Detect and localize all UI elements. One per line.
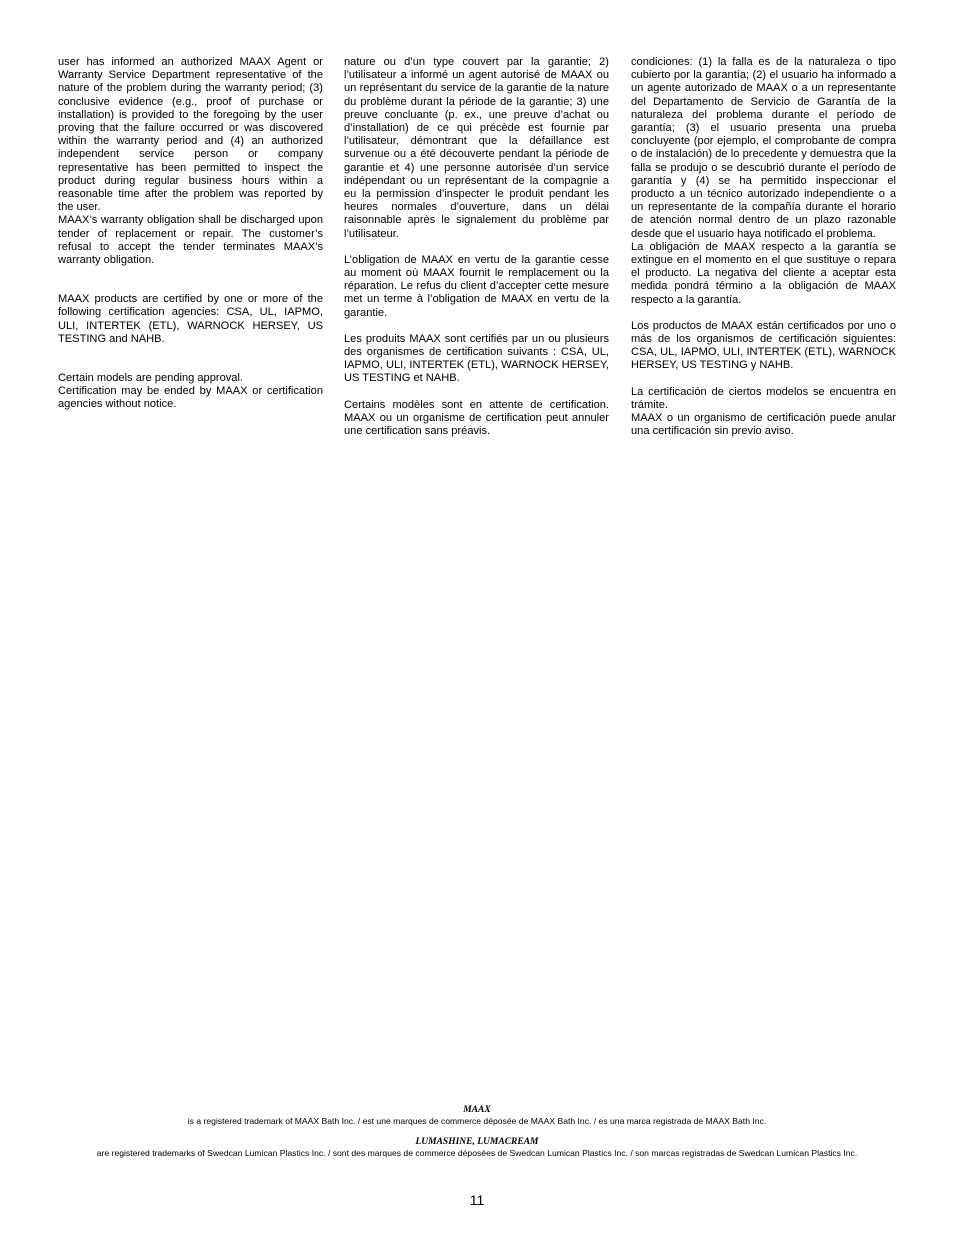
en-warranty-obligation: MAAX’s warranty obligation shall be discharged upon tender of replacement or repair. The customer’s refusal to accept the tender terminates MAAX’s warranty obligation. [58,214,323,267]
en-warranty-conditions: user has informed an authorized MAAX Agent or Warranty Service Department representative of the nature of the problem during the warranty period; (3) conclusive evidence (e.g., proof of purchase or installation) is provided to the foregoing by the user proving that the failure occurred or was discovered within the warranty period and (4) an authorized independent service person or company representative has been permitted to inspect the product during regular business hours within a reasonable time after the problem was reported by the user. [58,56,323,214]
column-english [58,56,323,412]
es-pending-certification: La certificación de ciertos modelos se encuentra en trámite. [631,385,896,411]
fr-certification-agencies: Les produits MAAX sont certifiés par un ou plusieurs des organismes de certification suivants : CSA, UL, IAPMO, ULI, INTERTEK (ETL), WARNOCK HERSEY, US TESTING et NAHB. [344,332,609,385]
page-number: 11 [469,1192,485,1208]
en-certification-ended: Certification may be ended by MAAX or certification agencies without notice. [58,385,323,411]
fr-warranty-obligation: L’obligation de MAAX en vertu de la garantie cesse au moment où MAAX fournit le remplacement ou la réparation. Le refus du client d’accepter cette mesure met un terme à l’obligation de MAAX en vertu de la garantie. [344,253,609,319]
trademark-maax-text: is a registered trademark of MAAX Bath Inc. / est une marques de commerce déposée de MAAX Bath Inc. / es una marca registrada de MAAX Bath Inc. [187,1116,767,1126]
column-french [344,56,609,438]
trademark-lumashine [0,1137,954,1159]
trademark-maax-name: MAAX [463,1105,491,1115]
trademark-maax [0,1105,954,1127]
fr-warranty-conditions: nature ou d’un type couvert par la garantie; 2) l’utilisateur a informé un agent autorisé de MAAX ou un représentant du service de la garantie de la nature du problème durant la période de la garantie; 3) une preuve concluante (p. ex., une preuve d’achat ou d’installation) de ce qui précède est fournie par l’utilisateur, démontrant que la défaillance est survenue ou a été découverte pendant la période de garantie et 4) une personne autorisée d’un service indépendant ou un représentant de la compagnie a eu la permission d’inspecter le produit pendant les heures normales d’ouverture, dans un délai raisonnable après le signalement du problème par l’utilisateur. [344,56,609,240]
es-warranty-conditions: condiciones: (1) la falla es de la naturaleza o tipo cubierto por la garantía; (2) el usuario ha informado a un agente autorizado de MAAX o a un representante del Departamento de Servicio de Garantía de la naturaleza del problema durante el período de garantía; (3) el usuario presenta una prueba concluyente (por ejemplo, el comprobante de compra o de instalación) de lo precedente y demuestra que la falla se produjo o se descubrió durante el período de garantía y (4) se ha permitido inspeccionar el producto a un técnico autorizado independiente o a un representante de la compañía durante el horario de atención normal dentro de un plazo razonable desde que el usuario haya notificado el problema. [631,56,896,240]
es-certification-agencies: Los productos de MAAX están certificados por uno o más de los organismos de certificación siguientes: CSA, UL, IAPMO, ULI, INTERTEK (ETL), WARNOCK HERSEY, US TESTING y NAHB. [631,319,896,372]
trademark-lumashine-name: LUMASHINE, LUMACREAM [415,1137,539,1147]
en-certification-agencies: MAAX products are certified by one or more of the following certification agencies: CSA, UL, IAPMO, ULI, INTERTEK (ETL), WARNOCK HERSEY, US TESTING and NAHB. [58,293,323,345]
es-certification-ended: MAAX o un organismo de certificación puede anular una certificación sin previo aviso. [631,412,896,438]
es-warranty-obligation: La obligación de MAAX respecto a la garantía se extingue en el momento en el que sustituye o repara el producto. La negativa del cliente a aceptar esta medida pondrá término a la obligación de MAAX respecto a la garantía. [631,240,896,306]
column-spanish [631,56,896,438]
trademark-lumashine-text: are registered trademarks of Swedcan Lumican Plastics Inc. / sont des marques de commerce déposées de Swedcan Lumican Plastics Inc. / son marcas registradas de Swedcan Lumican Plastics Inc. [96,1148,858,1158]
en-pending-approval: Certain models are pending approval. [58,372,244,385]
fr-pending-certification: Certains modèles sont en attente de certification. MAAX ou un organisme de certification peut annuler une certification sans préavis. [344,398,609,438]
